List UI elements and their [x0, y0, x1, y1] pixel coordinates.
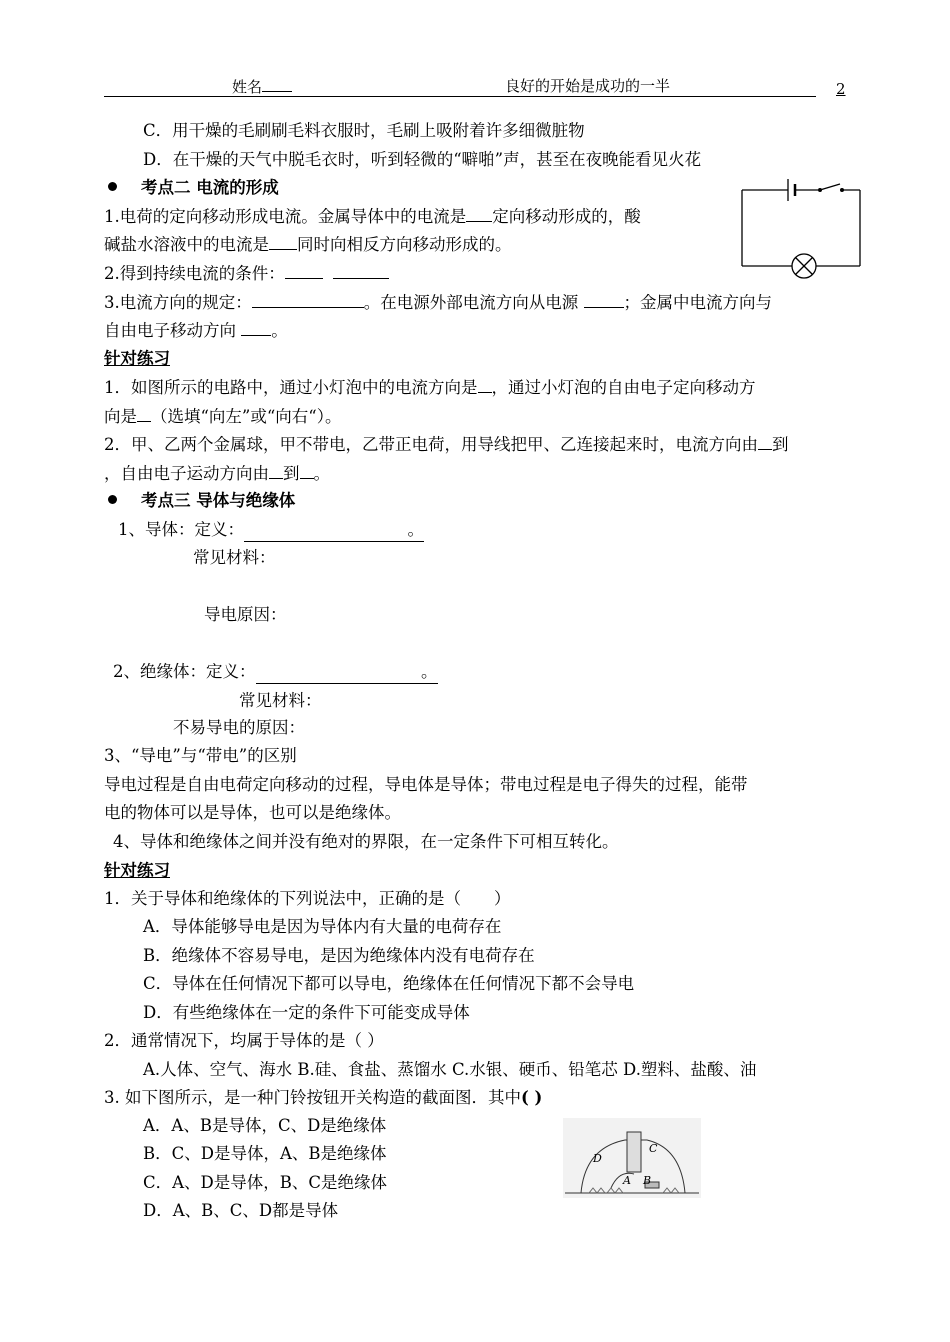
practice2-q3: 3. 如下图所示，是一种门铃按钮开关构造的截面图．其中( ) [104, 1088, 543, 1107]
bullet-icon [108, 182, 117, 191]
q3-option-d: D．A、B、C、D都是导体 [143, 1201, 339, 1220]
switch-pivot [818, 188, 822, 192]
switch-blade [820, 184, 840, 190]
figure-label-d: D [593, 1152, 602, 1165]
section2-heading: 考点二 电流的形成 [108, 177, 279, 199]
conductor-reason: 导电原因： [204, 605, 287, 624]
name-label: 姓名 [232, 75, 292, 98]
practice1-q2-line1: 2．甲、乙两个金属球，甲不带电，乙带正电荷，用导线把甲、乙连接起来时，电流方向由 到 [104, 435, 789, 454]
q3-option-b: B．C、D是导体，A、B是绝缘体 [143, 1144, 387, 1163]
item4-text: 4、导体和绝缘体之间并没有绝对的界限，在一定条件下可相互转化。 [113, 832, 619, 851]
q2-options: A.人体、空气、海水 B.硅、食盐、蒸馏水 C.水银、硬币、铅笔芯 D.塑料、盐酸、油 [143, 1060, 757, 1079]
practice2-q2: 2．通常情况下，均属于导体的是（ ） [104, 1031, 384, 1050]
option-c: C．用干燥的毛刷刷毛料衣服时，毛刷上吸附着许多细微脏物 [143, 121, 585, 140]
practice2-title: 针对练习 [104, 861, 170, 880]
q1-option-d: D．有些绝缘体在一定的条件下可能变成导体 [143, 1003, 470, 1022]
figure-label-c: C [649, 1142, 658, 1155]
option-d: D．在干燥的天气中脱毛衣时，听到轻微的“噼啪”声，甚至在夜晚能看见火花 [143, 150, 702, 169]
q3-option-a: A．A、B是导体，C、D是绝缘体 [143, 1116, 387, 1135]
insulator-materials: 常见材料： [239, 691, 322, 710]
conductor-definition: 1、导体：定义： 。 [118, 519, 424, 542]
header-motto: 良好的开始是成功的一半 [505, 77, 671, 95]
header-rule [104, 96, 816, 97]
conductor-materials: 常见材料： [193, 548, 276, 567]
section2-p1-line1: 1.电荷的定向移动形成电流。金属导体中的电流是 定向移动形成的，酸 [104, 207, 641, 226]
switch-contact [840, 188, 844, 192]
button-c [627, 1132, 641, 1172]
section2-p3-line1: 3.电流方向的规定： 。在电源外部电流方向从电源 ；金属中电流方向与 [104, 293, 772, 312]
section2-p3-line2: 自由电子移动方向 。 [104, 321, 288, 340]
practice2-q1: 1．关于导体和绝缘体的下列说法中，正确的是（ ） [104, 889, 511, 908]
q1-option-b: B．绝缘体不容易导电，是因为绝缘体内没有电荷存在 [143, 946, 535, 965]
difference-line1: 导电过程是自由电荷定向移动的过程，导电体是导体；带电过程是电子得失的过程，能带 [104, 775, 748, 794]
section2-p2: 2.得到持续电流的条件： [104, 262, 389, 285]
bullet-icon [108, 495, 117, 504]
q1-option-c: C．导体在任何情况下都可以导电，绝缘体在任何情况下都不会导电 [143, 974, 635, 993]
q1-option-a: A．导体能够导电是因为导体内有大量的电荷存在 [143, 917, 502, 936]
practice1-q2-line2: ，自由电子运动方向由 到 。 [104, 464, 330, 483]
figure-label-a: A [623, 1174, 631, 1187]
circuit-diagram [736, 176, 866, 280]
page-number: 2 [836, 80, 846, 98]
figure-label-b: B [643, 1174, 652, 1187]
insulator-definition: 2、绝缘体：定义： 。 [113, 661, 438, 684]
section3-heading: 考点三 导体与绝缘体 [108, 490, 295, 512]
practice1-title: 针对练习 [104, 349, 170, 368]
difference-line2: 电的物体可以是导体，也可以是绝缘体。 [104, 803, 401, 822]
difference-title: 3、“导电”与“带电”的区别 [104, 746, 297, 765]
doorbell-switch-figure [563, 1118, 701, 1198]
q3-option-c: C．A、D是导体，B、C是绝缘体 [143, 1173, 388, 1192]
practice1-q1-line2: 向是 （选填“向左”或“向右“）。 [104, 407, 342, 426]
section2-p1-line2: 碱盐水溶液中的电流是 同时向相反方向移动形成的。 [104, 235, 512, 254]
insulator-reason: 不易导电的原因： [173, 718, 305, 737]
practice1-q1-line1: 1．如图所示的电路中，通过小灯泡中的电流方向是 ，通过小灯泡的自由电子定向移动方 [104, 378, 756, 397]
